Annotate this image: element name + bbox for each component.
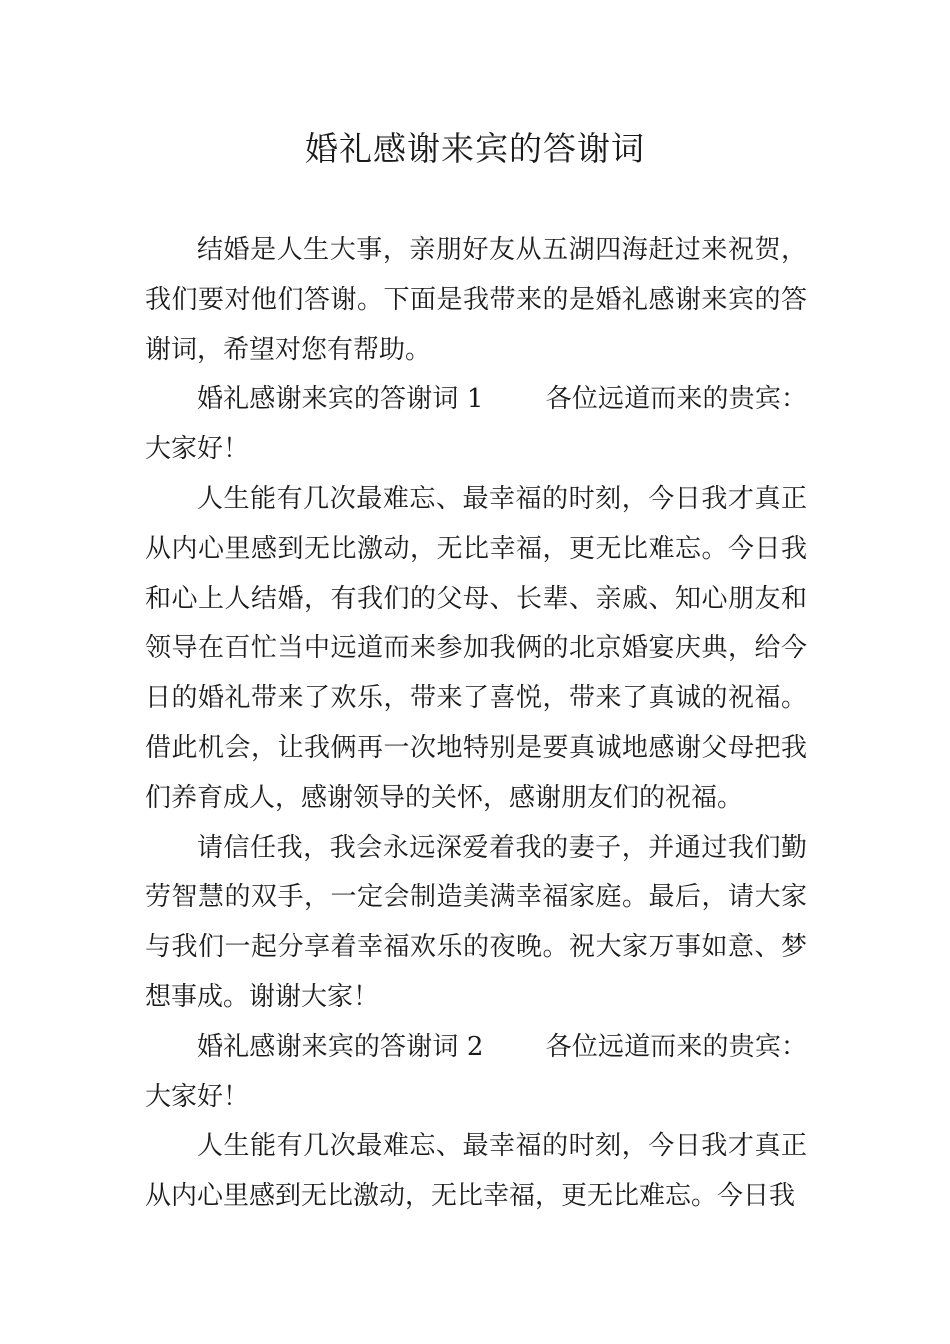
paragraph-text: 各位远道而来的贵宾：大家好！ bbox=[145, 1031, 807, 1112]
paragraph-text: 请信任我，我会永远深爱着我的妻子，并通过我们勤劳智慧的双手，一定会制造美满幸福家庭。最后，请大家与我们一起分享着幸福欢乐的夜晚。祝大家万事如意、梦想事成。谢谢大家！ bbox=[145, 832, 807, 1012]
paragraph-speech-2-heading bbox=[145, 1023, 807, 1123]
paragraph-speech-1-closing bbox=[145, 824, 807, 1023]
paragraph-text: 结婚是人生大事，亲朋好友从五湖四海赶过来祝贺，我们要对他们答谢。下面是我带来的是婚礼感谢来宾的答谢词，希望对您有帮助。 bbox=[145, 235, 807, 365]
paragraph-speech-1-heading bbox=[145, 375, 807, 475]
section-heading: 婚礼感谢来宾的答谢词 1 bbox=[197, 384, 484, 415]
paragraph-text: 人生能有几次最难忘、最幸福的时刻，今日我才真正从内心里感到无比激动，无比幸福，更无比难忘。今日我 bbox=[145, 1131, 807, 1212]
section-heading: 婚礼感谢来宾的答谢词 2 bbox=[197, 1031, 484, 1062]
document-body bbox=[145, 226, 807, 1222]
paragraph-text: 各位远道而来的贵宾：大家好！ bbox=[145, 384, 807, 465]
paragraph-speech-2-body bbox=[145, 1122, 807, 1222]
paragraph-speech-1-body bbox=[145, 475, 807, 824]
paragraph-intro bbox=[145, 226, 807, 375]
document-title: 婚礼感谢来宾的答谢词 bbox=[305, 129, 645, 168]
paragraph-text: 人生能有几次最难忘、最幸福的时刻，今日我才真正从内心里感到无比激动，无比幸福，更无比难忘。今日我和心上人结婚，有我们的父母、长辈、亲戚、知心朋友和领导在百忙当中远道而来参加我俩的北京婚宴庆典，给今日的婚礼带来了欢乐，带来了喜悦，带来了真诚的祝福。借此机会，让我俩再一次地特别是要真诚地感谢父母把我们养育成人，感谢领导的关怀，感谢朋友们的祝福。 bbox=[145, 483, 807, 813]
